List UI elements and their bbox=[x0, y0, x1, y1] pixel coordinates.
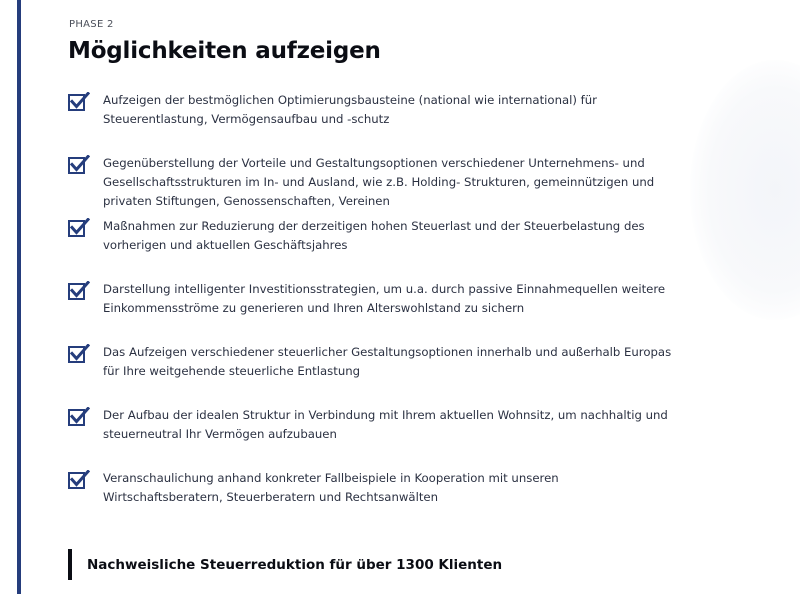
callout-text: Nachweisliche Steuerreduktion für über 1300 Klienten bbox=[87, 556, 503, 573]
checkbox-checked-icon bbox=[68, 92, 90, 112]
checklist-item-line: Steuerentlastung, Vermögensaufbau und -schutz bbox=[103, 112, 390, 126]
checkbox-checked-icon bbox=[68, 470, 90, 490]
checkbox-checked-icon bbox=[68, 155, 90, 175]
checkbox-checked-icon bbox=[68, 344, 90, 364]
checklist-item-text bbox=[103, 154, 654, 211]
checklist-item bbox=[68, 344, 678, 407]
checklist-item-line: Veranschaulichung anhand konkreter Fallbeispiele in Kooperation mit unseren bbox=[103, 471, 559, 485]
checklist-item-line: Darstellung intelligenter Investitionsstrategien, um u.a. durch passive Einnahmequellen weitere bbox=[103, 282, 666, 296]
checkbox-checked-icon bbox=[68, 407, 90, 427]
checklist-item-line: vorherigen und aktuellen Geschäftsjahres bbox=[103, 238, 348, 252]
checklist-item-text bbox=[103, 406, 668, 444]
checklist-item-line: Gesellschaftsstrukturen im In- und Ausland, wie z.B. Holding- Strukturen, gemeinnützigen und bbox=[103, 175, 655, 189]
highlight-callout bbox=[68, 549, 502, 580]
background-decoration bbox=[690, 60, 800, 320]
checklist-item bbox=[68, 92, 678, 155]
section-title: Möglichkeiten aufzeigen bbox=[68, 38, 381, 64]
checklist-item-line: privaten Stiftungen, Genossenschaften, Vereinen bbox=[103, 194, 390, 208]
checklist-item-line: Der Aufbau der idealen Struktur in Verbindung mit Ihrem aktuellen Wohnsitz, um nachhaltig und bbox=[103, 408, 668, 422]
checklist-item-line: Gegenüberstellung der Vorteile und Gestaltungsoptionen verschiedener Unternehmens- und bbox=[103, 156, 645, 170]
checklist-item bbox=[68, 407, 678, 470]
checklist-item-text bbox=[103, 469, 559, 507]
checklist bbox=[68, 92, 678, 533]
checklist-item-line: Einkommensströme zu generieren und Ihren Alterswohlstand zu sichern bbox=[103, 301, 525, 315]
checklist-item-line: Das Aufzeigen verschiedener steuerlicher Gestaltungsoptionen innerhalb und außerhalb Europas bbox=[103, 345, 672, 359]
checklist-item bbox=[68, 470, 678, 533]
left-accent-bar bbox=[17, 0, 21, 594]
checklist-item-line: Maßnahmen zur Reduzierung der derzeitigen hohen Steuerlast und der Steuerbelastung des bbox=[103, 219, 645, 233]
checklist-item-text bbox=[103, 343, 671, 381]
checklist-item-line: Wirtschaftsberatern, Steuerberatern und Rechtsanwälten bbox=[103, 490, 439, 504]
phase-label: PHASE 2 bbox=[69, 19, 114, 30]
checkbox-checked-icon bbox=[68, 281, 90, 301]
checklist-item-text bbox=[103, 217, 645, 255]
checkbox-checked-icon bbox=[68, 218, 90, 238]
checklist-item bbox=[68, 155, 678, 218]
checklist-item-text bbox=[103, 91, 597, 129]
checklist-item bbox=[68, 218, 678, 281]
checklist-item-line: für Ihre weitgehende steuerliche Entlastung bbox=[103, 364, 361, 378]
checklist-item bbox=[68, 281, 678, 344]
checklist-item-line: Aufzeigen der bestmöglichen Optimierungsbausteine (national wie international) für bbox=[103, 93, 597, 107]
checklist-item-text bbox=[103, 280, 665, 318]
checklist-item-line: steuerneutral Ihr Vermögen aufzubauen bbox=[103, 427, 337, 441]
